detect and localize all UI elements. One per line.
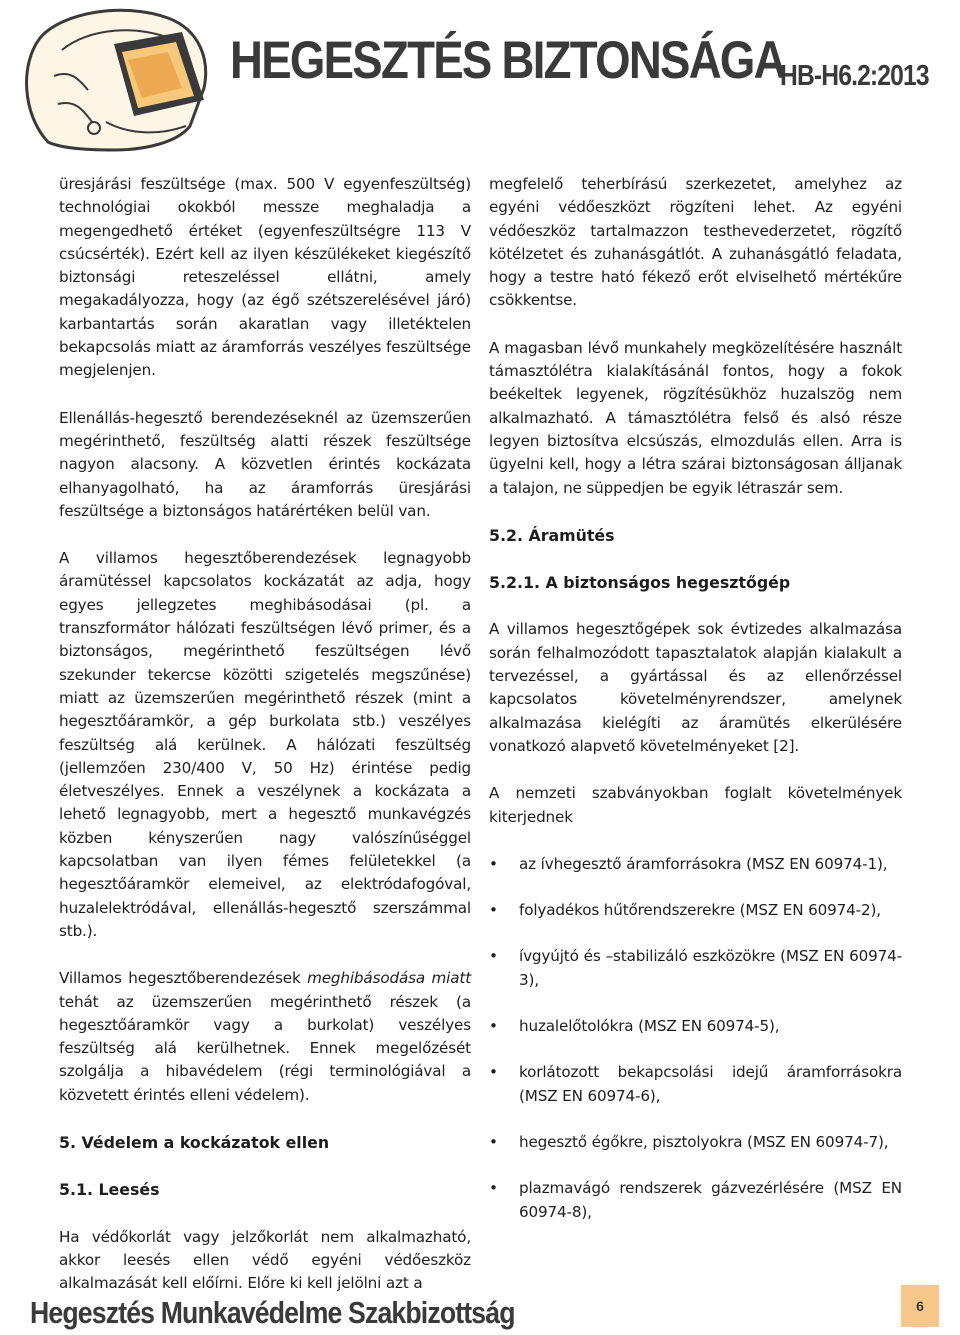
list-item xyxy=(489,853,902,876)
page-number: 6 xyxy=(901,1285,939,1327)
list-item xyxy=(489,1061,902,1108)
list-item xyxy=(489,899,902,922)
subsection-heading: 5.2.1. A biztonságos hegesztőgép xyxy=(489,573,791,593)
paragraph: Ha védőkorlát vagy jelzőkorlát nem alkalmazható, akkor leesés ellen védő egyéni védőeszköz alkalmazását kell előírni. Előre ki kell jelölni azt a xyxy=(59,1227,471,1293)
list-item xyxy=(489,1177,902,1224)
welding-helmet-icon xyxy=(18,4,214,152)
list-item-text: hegesztő égőkre, pisztolyokra (MSZ EN 60974-7), xyxy=(519,1132,889,1151)
paragraph: A magasban lévő munkahely megközelítésére használt támasztólétra kialakításánál fontos, hogy a fokok beékeltek legyenek, rögzítésükhöz huzalszög nem alkalmazható. A támasztólétra felső és alsó része legyen biztosítva elcsúszás, elmozdulás ellen. Arra is ügyelni kell, hogy a létra szárai biztonságosan álljanak a talajon, ne süppedjen be egyik létraszár sem. xyxy=(489,338,902,497)
paragraph-text: tehát az üzemszerűen megérinthető részek (a hegesztőáramkör vagy a burkolat) veszélyes feszültség alá kerülhetnek. Ennek megelőzését szolgálja a hibavédelem (régi terminológiával a közvetett érintés elleni védelem). xyxy=(59,992,471,1104)
paragraph: Ellenállás-hegesztő berendezéseknél az üzemszerűen megérinthető, feszültség alatti részek feszültsége nagyon alacsony. A közvetlen érintés kockázata elhanyagolható, ha az áramforrás üresjárási feszültsége a biztonságos határértéken belül van. xyxy=(59,408,471,520)
left-column xyxy=(59,173,471,1319)
list-item-text: huzalelőtolókra (MSZ EN 60974-5), xyxy=(519,1017,780,1036)
list-item-text: ívgyújtó és –stabilizáló eszközökre (MSZ EN 60974-3), xyxy=(519,947,902,989)
paragraph xyxy=(59,967,471,1107)
list-item xyxy=(489,1131,902,1154)
document-title: HEGESZTÉS BIZTONSÁGA xyxy=(230,31,785,90)
paragraph: A villamos hegesztőberendezések legnagyobb áramütéssel kapcsolatos kockázatát az adja, hogy egyes jellegzetes meghibásodásai (pl. a transzformátor hálózati feszültségen lévő primer, és a biztonságos, megérinthető feszültségen lévő szekunder tekercse közötti szigetelés megszűnése) miatt az üzemszerűen megérinthető részek (mint a hegesztőáramkör, a gép burkolata stb.) veszélyes feszültség alá kerülnek. A hálózati feszültség (jellemzően 230/400 V, 50 Hz) érintése pedig életveszélyes. Ennek a veszélynek a kockázata a lehető legnagyobb, mert a hegesztő munkavégzés közben kényszerűen nagy valószínűséggel kapcsolatban van ilyen fémes felületekkel (a hegesztőáramkör elemeivel, az elektródafogóval, huzalelektródával, ellenállás-hegesztő szerszámmal stb.). xyxy=(59,549,471,940)
bullet-icon: • xyxy=(489,1179,498,1198)
section-heading: 5.2. Áramütés xyxy=(489,525,615,545)
section-heading: 5. Védelem a kockázatok ellen xyxy=(59,1132,330,1152)
footer-organization: Hegesztés Munkavédelme Szakbizottság xyxy=(30,1295,515,1330)
list-item-text: folyadékos hűtőrendszerekre (MSZ EN 60974-2), xyxy=(519,901,881,920)
standards-list xyxy=(489,853,902,1224)
list-item xyxy=(489,945,902,992)
bullet-icon: • xyxy=(489,1063,498,1082)
paragraph: A villamos hegesztőgépek sok évtizedes alkalmazása során felhalmozódott tapasztalatok alapján kialakult a tervezéssel, a gyártással és az ellenőrzéssel kapcsolatos követelményrendszer, amelynek alkalmazása kielégíti az áramütés elkerülésére vonatkozó alapvető követelményeket [2]. xyxy=(489,620,902,755)
paragraph: megfelelő teherbírású szerkezetet, amelyhez az egyéni védőeszközt rögzíteni lehet. Az egyéni védőeszköz tartalmazzon testhevederzetet, rögzítő kötélzetet és zuhanásgátlót. A zuhanásgátló feladata, hogy a testre ható fékező erőt elviselhető mértékűre csökkentse. xyxy=(489,175,902,310)
list-item xyxy=(489,1015,902,1038)
bullet-icon: • xyxy=(489,947,498,966)
paragraph-emphasis: meghibásodása miatt xyxy=(307,969,471,988)
bullet-icon: • xyxy=(489,1132,498,1151)
list-item-text: korlátozott bekapcsolási idejű áramforrásokra (MSZ EN 60974-6), xyxy=(519,1063,902,1105)
subsection-heading: 5.1. Leesés xyxy=(59,1180,160,1200)
list-item-text: plazmavágó rendszerek gázvezérlésére (MSZ EN 60974-8), xyxy=(519,1179,902,1221)
list-item-text: az ívhegesztő áramforrásokra (MSZ EN 60974-1), xyxy=(519,854,888,873)
bullet-icon: • xyxy=(489,1017,498,1036)
right-column xyxy=(489,173,902,1247)
paragraph-text: Villamos hegesztőberendezések xyxy=(59,969,308,988)
document-code: HB-H6.2:2013 xyxy=(780,60,929,92)
paragraph: üresjárási feszültsége (max. 500 V egyenfeszültség) technológiai okokból messze meghaladja a megengedhető értéket (egyenfeszültségre 113 V csúcsérték). Ezért kell az ilyen készülékeket kiegészítő biztonsági reteszeléssel ellátni, amely megakadályozza, hogy (az égő szétszerelésével járó) karbantartás során akaratlan vagy illetéktelen bekapcsolás miatt az áramforrás veszélyes feszültsége megjelenjen. xyxy=(59,175,471,380)
paragraph: A nemzeti szabványokban foglalt követelmények kiterjednek xyxy=(489,784,902,826)
bullet-icon: • xyxy=(489,901,498,920)
bullet-icon: • xyxy=(489,854,498,873)
